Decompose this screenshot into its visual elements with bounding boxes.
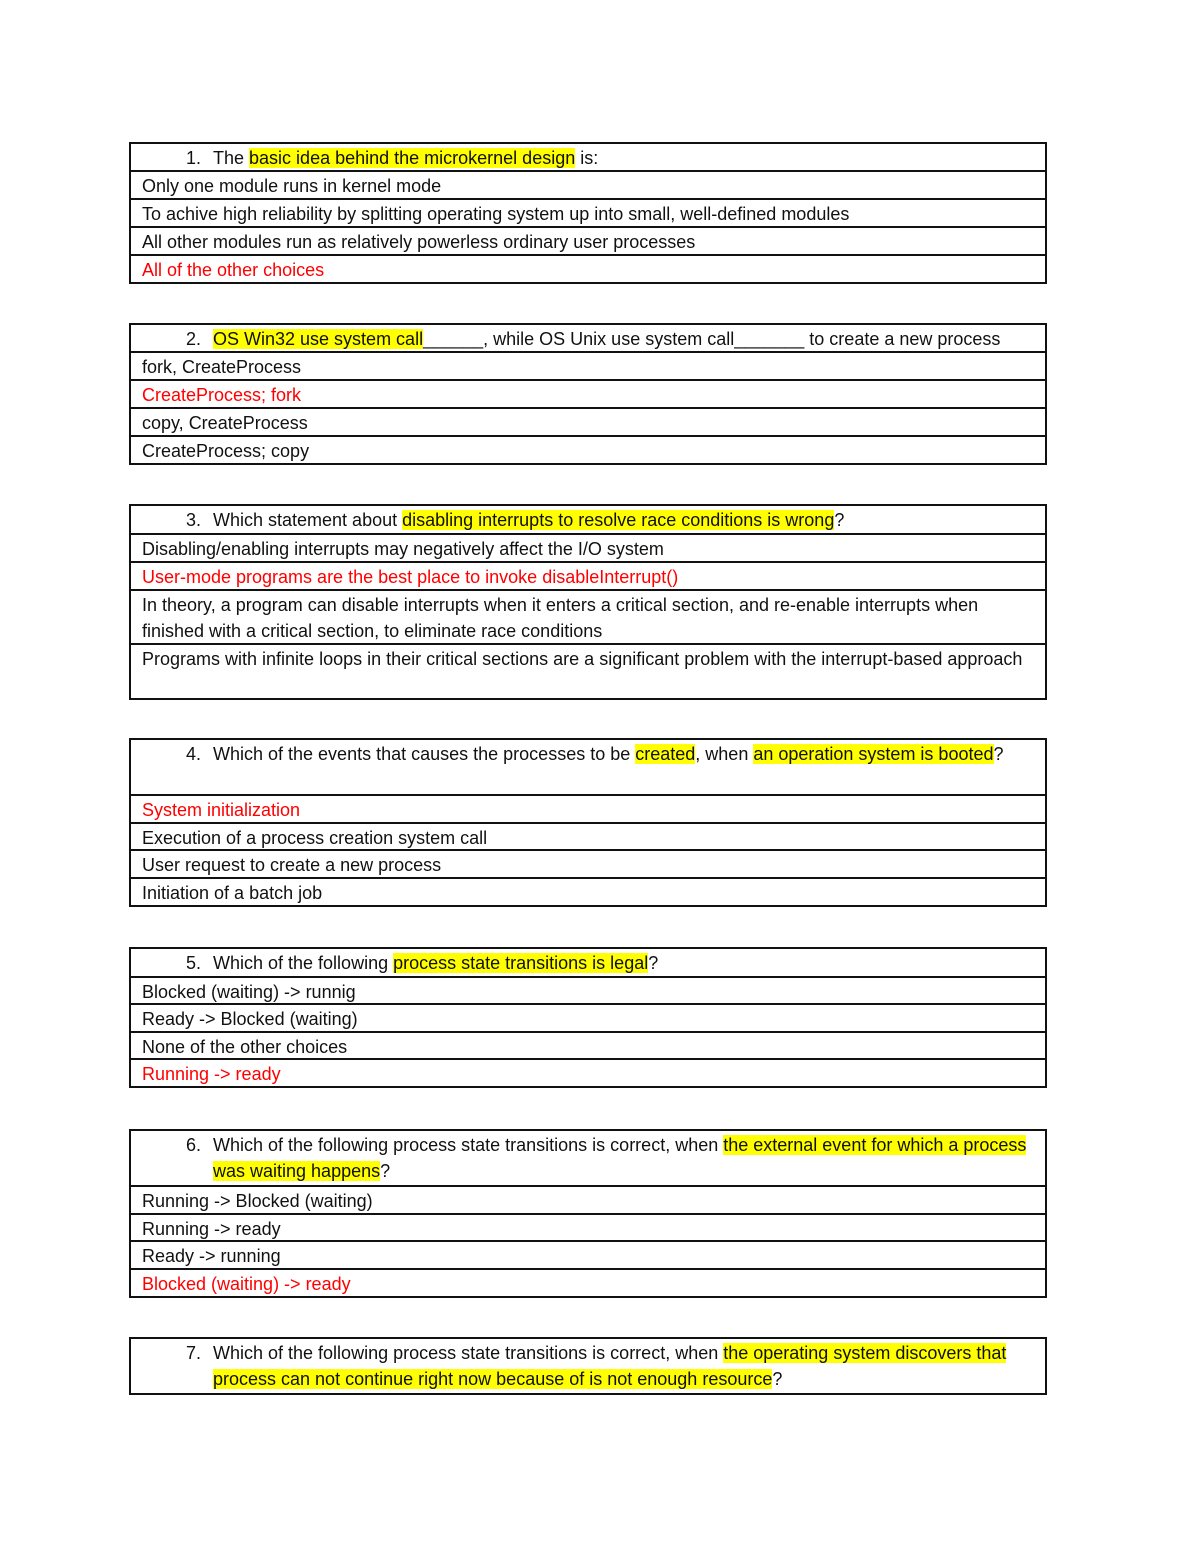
question-3	[129, 504, 1047, 700]
answer-option: Running -> Blocked (waiting)	[131, 1187, 1045, 1215]
question-4	[129, 738, 1047, 907]
question-text: Which statement about disabling interrupts to resolve race conditions is wrong?	[213, 510, 845, 530]
answer-option: User request to create a new process	[131, 851, 1045, 879]
question-header	[131, 1131, 1045, 1187]
highlight: the operating system discovers that process can not continue right now because of is not enough resource	[213, 1343, 1007, 1389]
answer-option: Blocked (waiting) -> runnig	[131, 978, 1045, 1005]
answer-option: Programs with infinite loops in their critical sections are a significant problem with the interrupt-based approach	[142, 649, 1023, 669]
answer-option: Execution of a process creation system call	[131, 824, 1045, 851]
question-text: The basic idea behind the microkernel design is:	[213, 148, 599, 168]
question-text: Which of the events that causes the processes to be created, when an operation system is booted?	[213, 744, 1004, 764]
question-number: 3.	[185, 510, 201, 530]
question-header	[131, 740, 1045, 796]
answer-option-correct: User-mode programs are the best place to invoke disableInterrupt()	[131, 563, 1045, 591]
highlight: process state transitions is legal	[393, 953, 649, 973]
question-1	[129, 142, 1047, 284]
highlight: the external event for which a process was waiting happens	[213, 1135, 1027, 1181]
question-text: Which of the following process state transitions is correct, when the operating system discovers that process can not continue right now because of is not enough resource?	[213, 1343, 1007, 1389]
highlight: OS Win32 use system call	[213, 329, 424, 349]
question-header	[131, 325, 1045, 353]
answer-option: Only one module runs in kernel mode	[131, 172, 1045, 200]
question-header	[131, 949, 1045, 978]
answer-option: Running -> ready	[131, 1215, 1045, 1242]
question-text: Which of the following process state transitions is correct, when the external event for which a process was waiting happens?	[213, 1135, 1027, 1181]
answer-option: All other modules run as relatively powerless ordinary user processes	[131, 228, 1045, 256]
question-header	[131, 506, 1045, 535]
question-header	[131, 1339, 1045, 1393]
answer-option: copy, CreateProcess	[131, 409, 1045, 437]
answer-option: Ready -> Blocked (waiting)	[131, 1005, 1045, 1033]
answer-option-correct: Blocked (waiting) -> ready	[142, 1274, 351, 1294]
answer-option: None of the other choices	[131, 1033, 1045, 1060]
answer-option: CreateProcess; copy	[142, 441, 310, 461]
answer-option: Disabling/enabling interrupts may negatively affect the I/O system	[131, 535, 1045, 563]
answer-option-correct: Running -> ready	[142, 1064, 281, 1084]
question-number: 7.	[185, 1343, 201, 1363]
answer-option: Initiation of a batch job	[142, 883, 323, 903]
question-7	[129, 1337, 1047, 1395]
question-header	[131, 144, 1045, 172]
question-number: 5.	[185, 953, 201, 973]
question-number: 2.	[185, 329, 201, 349]
highlight: disabling interrupts to resolve race conditions is wrong	[402, 510, 835, 530]
answer-option-correct: All of the other choices	[142, 260, 325, 280]
question-6	[129, 1129, 1047, 1298]
question-number: 4.	[185, 744, 201, 764]
highlight: an operation system is booted	[753, 744, 994, 764]
question-2	[129, 323, 1047, 465]
highlight: created	[635, 744, 696, 764]
answer-option: To achive high reliability by splitting operating system up into small, well-defined modules	[131, 200, 1045, 228]
question-text: Which of the following process state transitions is legal?	[213, 953, 659, 973]
answer-option: In theory, a program can disable interrupts when it enters a critical section, and re-enable interrupts when finished with a critical section, to eliminate race conditions	[131, 591, 1045, 645]
answer-option: Ready -> running	[131, 1242, 1045, 1270]
highlight: basic idea behind the microkernel design	[249, 148, 576, 168]
answer-option-correct: System initialization	[131, 796, 1045, 824]
answer-option-correct: CreateProcess; fork	[131, 381, 1045, 409]
question-number: 6.	[185, 1135, 201, 1155]
question-number: 1.	[185, 148, 201, 168]
question-5	[129, 947, 1047, 1088]
answer-option: fork, CreateProcess	[131, 353, 1045, 381]
question-text: OS Win32 use system call______, while OS Unix use system call_______ to create a new process	[213, 329, 1001, 349]
